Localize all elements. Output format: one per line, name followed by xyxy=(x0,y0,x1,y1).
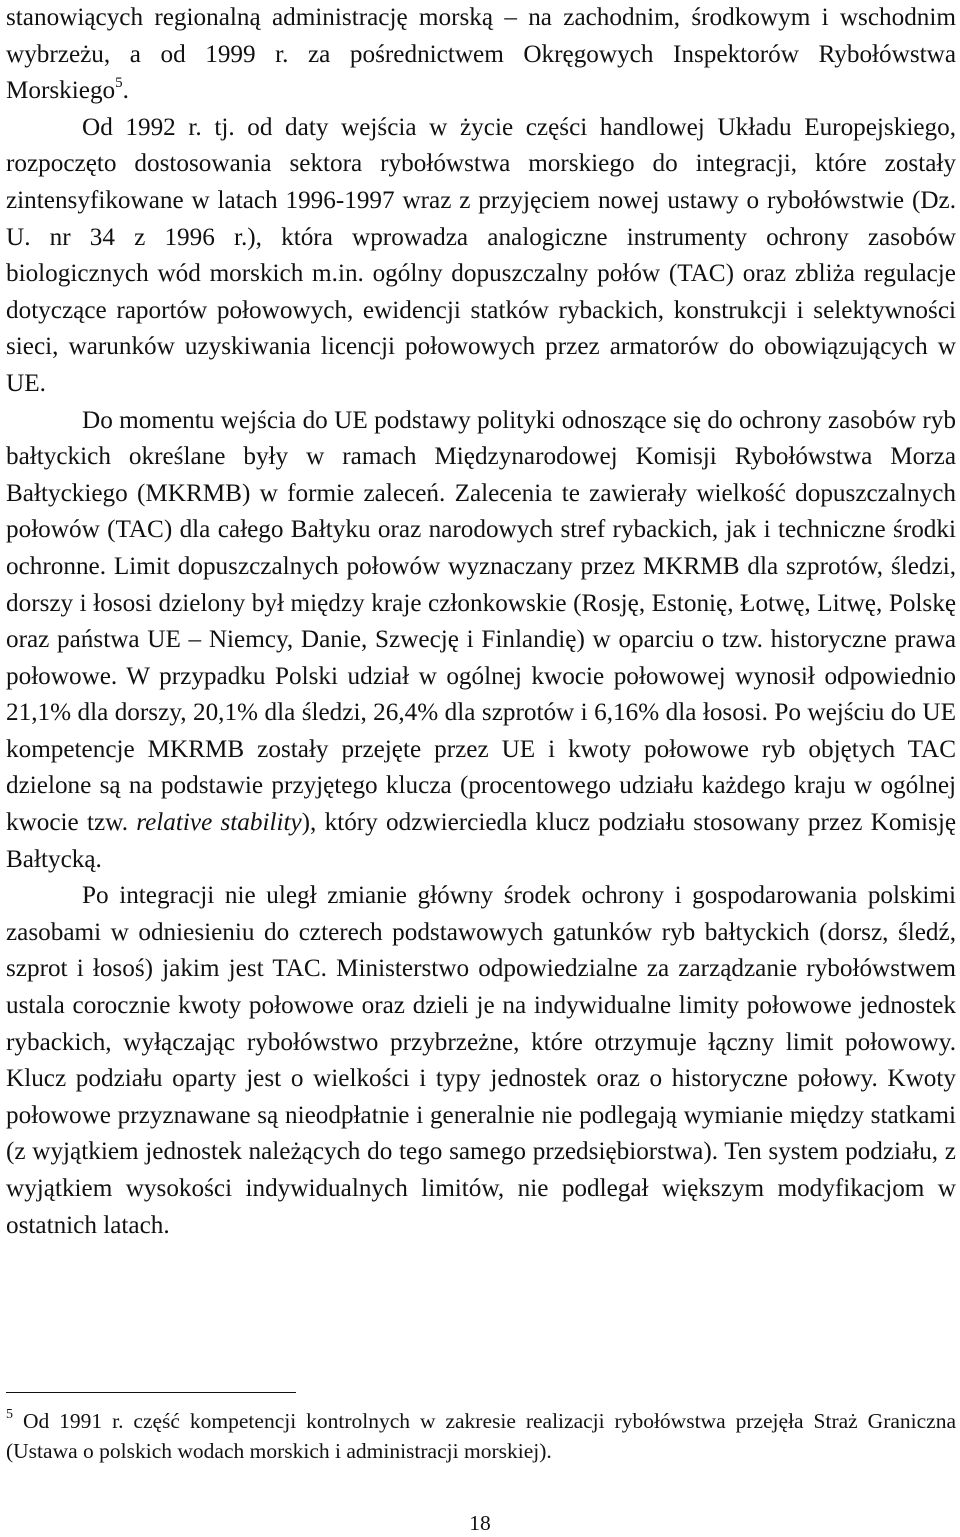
paragraph-3-italic-term: relative stability xyxy=(136,809,302,837)
paragraph-3 xyxy=(6,403,956,879)
paragraph-1 xyxy=(6,0,956,110)
paragraph-4-text: Po integracji nie uległ zmianie główny środek ochrony i gospodarowania polskimi zasobami w odniesieniu do czterech podstawowych gatunków ryb bałtyckich (dorsz, śledź, szprot i łosoś) jakim jest TAC. Ministerstwo odpowiedzialne za zarządzanie rybołówstwem ustala corocznie kwoty połowowe oraz dzieli je na indywidualne limity połowowe jednostek rybackich, wyłączając rybołówstwo przybrzeżne, które otrzymuje łączny limit połowowy. Klucz podziału oparty jest o wielkości i typy jednostek oraz o historyczne połowy. Kwoty połowowe przyznawane są nieodpłatnie i generalnie nie podlegają wymianie między statkami (z wyjątkiem jednostek należących do tego samego przedsiębiorstwa). Ten system podziału, z wyjątkiem wysokości indywidualnych limitów, nie podlegał większym modyfikacjom w ostatnich latach. xyxy=(6,882,956,1239)
paragraph-1-text: stanowiących regionalną administrację morską – na zachodnim, środkowym i wschodnim wybrzeżu, a od 1999 r. za pośrednictwem Okręgowych Inspektorów Rybołówstwa Morskiego xyxy=(6,4,956,105)
footnote-separator xyxy=(6,1392,296,1393)
page-body xyxy=(6,0,956,1244)
paragraph-3-text-a: Do momentu wejścia do UE podstawy polityki odnoszące się do ochrony zasobów ryb bałtyckich określane były w ramach Międzynarodowej Komisji Rybołówstwa Morza Bałtyckiego (MKRMB) w formie zaleceń. Zalecenia te zawierały wielkość dopuszczalnych połowów (TAC) dla całego Bałtyku oraz narodowych stref rybackich, jak i techniczne środki ochronne. Limit dopuszczalnych połowów wyznaczany przez MKRMB dla szprotów, śledzi, dorszy i łososi dzielony był między kraje członkowskie (Rosję, Estonię, Łotwę, Litwę, Polskę oraz państwa UE – Niemcy, Danie, Szwecję i Finlandię) w oparciu o tzw. historyczne prawa połowowe. W przypadku Polski udział w ogólnej kwocie połowowej wynosił odpowiednio 21,1% dla dorszy, 20,1% dla śledzi, 26,4% dla szprotów i 6,16% dla łososi. Po wejściu do UE kompetencje MKRMB zostały przejęte przez UE i kwoty połowowe ryb objętych TAC dzielone są na podstawie przyjętego klucza (procentowego udziału każdego kraju w ogólnej kwocie tzw. xyxy=(6,406,956,837)
footnote-reference: 5 xyxy=(115,75,123,92)
paragraph-2 xyxy=(6,110,956,403)
footnote-text: Od 1991 r. część kompetencji kontrolnych w zakresie realizacji rybołówstwa przejęła Straż Graniczna (Ustawa o polskich wodach morskich i administracji morskiej). xyxy=(6,1409,956,1463)
paragraph-4 xyxy=(6,878,956,1244)
footnote-number: 5 xyxy=(6,1407,13,1422)
page-number: 18 xyxy=(469,1511,491,1535)
paragraph-3-text-b: ), który odzwierciedla klucz podziału stosowany przez Komisję Bałtycką. xyxy=(6,809,957,873)
paragraph-1-end: . xyxy=(122,77,129,105)
footnote xyxy=(6,1406,956,1466)
paragraph-2-text: Od 1992 r. tj. od daty wejścia w życie części handlowej Układu Europejskiego, rozpoczęto dostosowania sektora rybołówstwa morskiego do integracji, które zostały zintensyfikowane w latach 1996-1997 wraz z przyjęciem nowej ustawy o rybołówstwie (Dz. U. nr 34 z 1996 r.), która wprowadza analogiczne instrumenty ochrony zasobów biologicznych wód morskich m.in. ogólny dopuszczalny połów (TAC) oraz zbliża regulacje dotyczące raportów połowowych, ewidencji statków rybackich, konstrukcji i selektywności sieci, warunków uzyskiwania licencji połowowych przez armatorów do obowiązujących w UE. xyxy=(6,113,956,397)
